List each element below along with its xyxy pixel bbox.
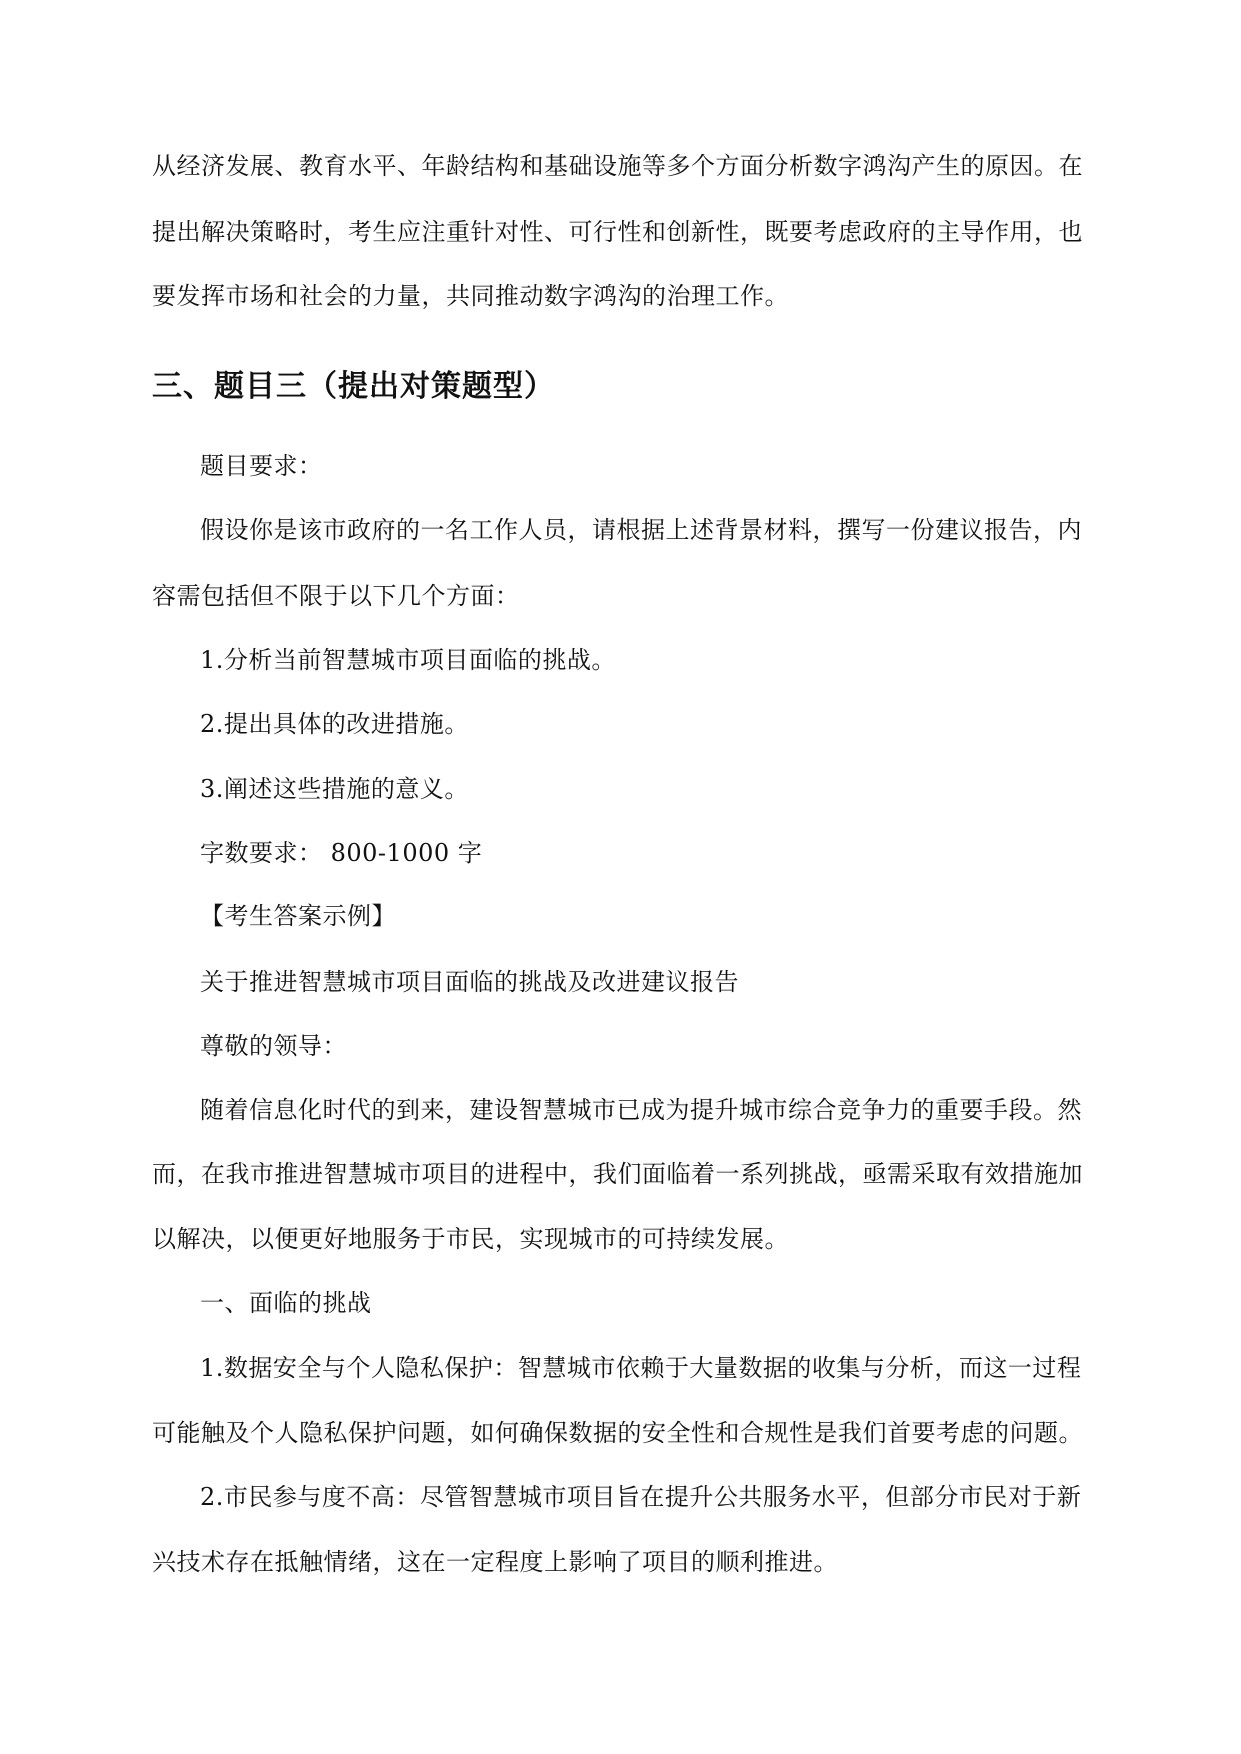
salutation: 尊敬的领导： (200, 1032, 347, 1060)
paragraph-1-line-1: 随着信息化时代的到来，建设智慧城市已成为提升城市综合竞争力的重要手段。然 (200, 1096, 1082, 1124)
challenge-1-line-1: 1.数据安全与个人隐私保护：智慧城市依赖于大量数据的收集与分析，而这一过程 (200, 1354, 1082, 1382)
challenges-heading: 一、面临的挑战 (200, 1289, 372, 1317)
prompt-line-2: 容需包括但不限于以下几个方面： (152, 582, 520, 610)
paragraph-1-line-2: 而，在我市推进智慧城市项目的进程中，我们面临着一系列挑战，亟需采取有效措施加 (152, 1160, 1083, 1188)
answer-example-label: 【考生答案示例】 (200, 902, 396, 930)
word-count-requirement: 字数要求： 800-1000 字 (200, 839, 483, 867)
requirement-point-2: 2.提出具体的改进措施。 (200, 710, 469, 738)
prompt-line-1: 假设你是该市政府的一名工作人员，请根据上述背景材料，撰写一份建议报告，内 (200, 516, 1082, 544)
intro-line-3: 要发挥市场和社会的力量，共同推动数字鸿沟的治理工作。 (152, 282, 789, 310)
paragraph-1-line-3: 以解决，以便更好地服务于市民，实现城市的可持续发展。 (152, 1225, 789, 1253)
intro-line-1: 从经济发展、教育水平、年龄结构和基础设施等多个方面分析数字鸿沟产生的原因。在 (152, 152, 1083, 180)
requirement-point-3: 3.阐述这些措施的意义。 (200, 775, 469, 803)
challenge-1-line-2: 可能触及个人隐私保护问题，如何确保数据的安全性和合规性是我们首要考虑的问题。 (152, 1419, 1083, 1447)
requirement-label: 题目要求： (200, 452, 323, 480)
report-title: 关于推进智慧城市项目面临的挑战及改进建议报告 (200, 968, 739, 996)
intro-line-2: 提出解决策略时，考生应注重针对性、可行性和创新性，既要考虑政府的主导作用，也 (152, 218, 1083, 246)
requirement-point-1: 1.分析当前智慧城市项目面临的挑战。 (200, 646, 616, 674)
section-heading: 三、题目三（提出对策题型） (152, 369, 555, 404)
challenge-2-line-2: 兴技术存在抵触情绪，这在一定程度上影响了项目的顺利推进。 (152, 1548, 838, 1576)
challenge-2-line-1: 2.市民参与度不高：尽管智慧城市项目旨在提升公共服务水平，但部分市民对于新 (200, 1483, 1082, 1511)
